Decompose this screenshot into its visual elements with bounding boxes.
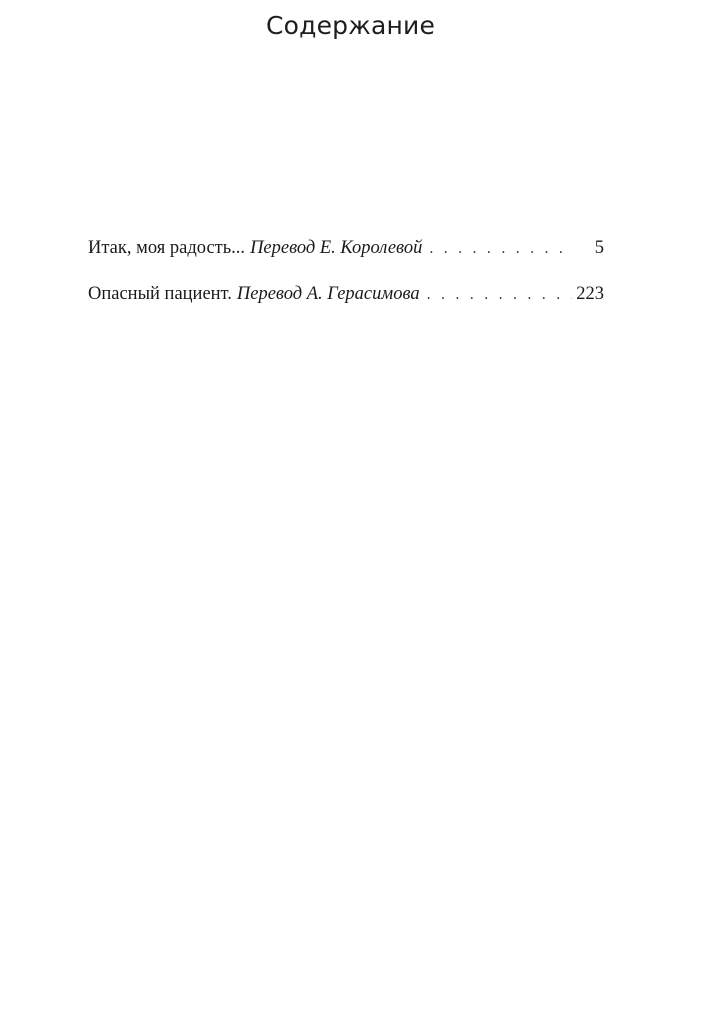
toc-entry: [88, 284, 604, 330]
table-of-contents: [88, 238, 604, 330]
toc-entry-title: Опасный пациент.: [88, 284, 232, 304]
toc-entry-page-number: 223: [576, 284, 604, 304]
toc-entry-title: Итак, моя радость...: [88, 238, 246, 258]
dot-leader: [429, 240, 564, 258]
toc-entry: [88, 238, 604, 284]
page-title: Содержание: [265, 11, 436, 40]
dot-leader: [427, 286, 573, 304]
toc-entry-translator: Перевод А. Герасимова: [236, 284, 420, 304]
toc-entry-page-number: 5: [594, 238, 604, 258]
toc-entry-translator: Перевод Е. Королевой: [250, 238, 423, 258]
